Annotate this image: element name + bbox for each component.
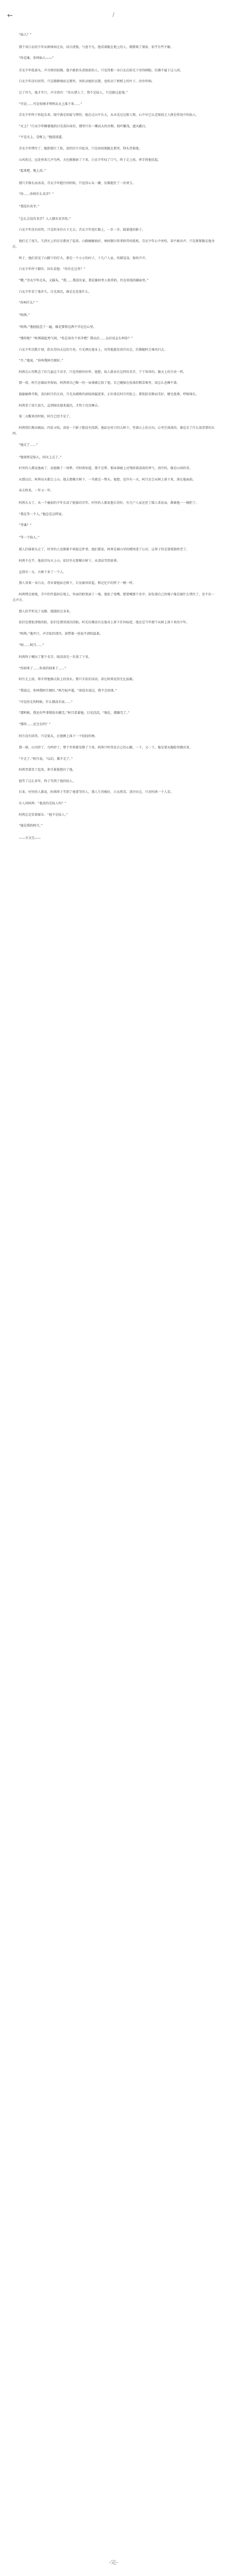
article-paragraph: “他是我的阿月。” xyxy=(19,824,43,828)
article-paragraph: 阿月走上前，伸手替他擦去脸上的泪水。那只手依旧冰凉，却让阿苒觉得无比温暖。 xyxy=(19,678,136,682)
article-paragraph: “那你……还会走吗？” xyxy=(19,722,51,726)
article-paragraph: 他等了这么多年，终于等到了他的仙人。 xyxy=(19,779,76,783)
article-paragraph: 过了许久，他才开口，声音清冷：“你认错人了。我不是仙人，只是路过此地。” xyxy=(19,91,128,95)
article-paragraph: 阿月没有回答，只是低头，在他额上落下一个轻轻的吻。 xyxy=(19,735,98,739)
article-paragraph: 村里的人都说他疯了，说他做了一场梦。可阿苒知道，那不是梦。那床薄被上还残留着淡淡的香气，清冷的，像是山间的雪。 xyxy=(19,467,193,471)
article-paragraph: 青衣少年终于抬起头来，眼中满是惊疑与期待。他在这山中长大，从未见过这般人物，心中早已认定眼前之人便是传说中的仙人。 xyxy=(19,113,199,117)
article-paragraph: 直到有一天，古树下多了一个人。 xyxy=(19,570,66,574)
article-paragraph: “你回来了……你真的回来了……” xyxy=(19,666,66,670)
article-paragraph: 白衣少年停下脚步，回头看他：“你住在这里？” xyxy=(19,267,86,272)
article-paragraph: “那你呢？”阿苒鼓起勇气问，“你总该有个名字吧？我以后……以后该怎么叫你？” xyxy=(19,337,133,341)
article-paragraph: 阿苒总是笑着摇头：“他不是仙人。” xyxy=(19,813,68,817)
article-paragraph: “等一个仙人。” xyxy=(19,535,40,540)
article-paragraph: 青衣少年低着头，声音细若蚊蝇。他不敢抬头看眼前的人，只觉得那一身白衣在阳光下亮得刺眼，仿佛不属于这人间。 xyxy=(19,68,183,72)
article-paragraph: “可是……可是你刚才明明从天上落下来……” xyxy=(19,102,82,106)
article-paragraph: 第二天醒来的时候，阿月已经不见了。 xyxy=(19,415,73,419)
article-paragraph: “那时候，我还有些事情没有做完。”阿月看着他，目光沉沉，“现在，都做完了。” xyxy=(19,711,130,715)
article-body xyxy=(12,32,215,2546)
article-paragraph: 春去秋来，一年又一年。 xyxy=(19,489,54,493)
back-arrow-icon[interactable]: ← xyxy=(7,12,13,20)
article-paragraph: 白衣少年沉默片刻，抬头望向天边的月亮。月光洒在他身上，衬得他愈发清冷出尘，仿佛随时会乘风归去。 xyxy=(19,348,167,352)
article-paragraph: “可是你走的时候，什么都没有说……” xyxy=(19,700,73,704)
article-paragraph: 那只手修长而冰凉，青衣少年握住的时候，只觉得心头一颤，仿佛握住了一块寒玉。 xyxy=(19,181,136,185)
article-paragraph: “天上？”白衣少年顺着他的目光看向身后，那里只有一棵高大的古树，枝叶繁茂，遮天蔽日。 xyxy=(19,124,149,128)
article-paragraph: “月。”他说，“你叫我阿月便好。” xyxy=(19,359,63,363)
article-paragraph: 后来，村里的人都说，阿苒终于等到了他要等的人。那人生得极好，白衣胜雪，清冷出尘，只对阿苒一个人笑。 xyxy=(19,790,174,795)
article-paragraph: 白衣少年看了他许久，目光深沉，像是在思量什么。 xyxy=(19,290,92,294)
article-paragraph: 那人似乎听见了动静，缓缓转过身来。 xyxy=(19,609,73,613)
article-paragraph: “嗯。”青衣少年点头，又摇头，“我……我没有家。我是被村里人收养的，住在村尾的破庙里。” xyxy=(19,279,149,283)
article-paragraph: “他果然是仙人，回天上去了。” xyxy=(19,455,62,459)
article-paragraph: 那一刻，山风停了，鸟鸣停了，整个世界都安静了下来。阿苒只听得见自己的心跳，一下，又一下，像是要从胸腔里跳出来。 xyxy=(19,746,193,750)
article-paragraph: “阿苒。”他轻轻念了一遍，像是要将这两个字记在心里。 xyxy=(19,325,96,330)
article-paragraph: 媒人们摇着头走了，村里的人也渐渐不再提这件事。他们都说，阿苒是被山里的精怪迷了心窍，这辈子怕是要孤独终老了。 xyxy=(19,548,190,552)
article-paragraph: 阿苒在心里默念了好几遍这个名字，只觉得格外好听。他想，仙人就该有这样的名字，干干净净的，像天上的月亮一样。 xyxy=(19,370,187,374)
article-paragraph: “等谁？” xyxy=(19,523,32,528)
article-paragraph: 那人穿着一身白衣，背对着他站在树下，长发被风吹起，和记忆中的样子一模一样。 xyxy=(19,581,136,586)
article-paragraph: 他偷偷睁开眼，看向阿月的方向。月光从破败的窗棂间漏进来，正好落在阿月的脸上。那张脸安静而美好，睫毛低垂，呼吸绵长。 xyxy=(19,393,199,396)
nav-title: / xyxy=(112,11,115,18)
article-paragraph: 那一夜，阿月在破庙里留宿。阿苒将自己唯一的一床薄被让给了他，自己蜷缩在角落的稻草堆里，却怎么也睡不着。 xyxy=(19,381,180,385)
article-paragraph: “我在等一个人。”他总是这样说。 xyxy=(19,512,65,516)
article-paragraph: 从那以后，阿苒每天都会上山。他去那棵古树下，一坐就是一整天。他想，也许有一天，阿月还会从树上落下来，落在他面前。 xyxy=(19,477,196,482)
article-paragraph: 阿苒不在乎。他依旧每天上山，依旧坐在那棵古树下，从清晨等到黄昏。 xyxy=(19,559,120,563)
article-paragraph: “阿……阿月……” xyxy=(19,643,45,647)
article-paragraph: 青衣少年愣住了，随即涨红了脸，却仍旧不肯起身，只是固执地跪在那里，仰头望着他。 xyxy=(19,146,142,151)
article-paragraph: 阿苒慌忙跑出破庙，四处寻找，却连一个影子都没有找到。他站在村口的大树下，望着山上的方向，心里空落落的，像是丢了什么很重要的东西。 xyxy=(12,426,215,436)
article-paragraph: 白衣少年没有回答，只是转身往山下走去。青衣少年连忙跟上，一步一步，踩着他的影子。 xyxy=(19,228,145,232)
article-paragraph: “我说过，你叫我阿月便好。”阿月轻声道，“却没有说过，我不会回来。” xyxy=(19,689,117,693)
article-paragraph: 他们走了很久，久到天上的星星都亮了起来。山路蜿蜒曲折，林间偶尔传来野兽的低吼，青衣少年心中害怕，却不敢出声，只是紧紧跟在他身后。 xyxy=(12,239,215,249)
article-paragraph: “你叫什么？” xyxy=(19,301,38,305)
article-paragraph: 有人问阿苒：“他真的是仙人吗？” xyxy=(19,801,66,805)
article-paragraph: 阿苒终于喊出了那个名字，眼泪却先一步落了下来。 xyxy=(19,655,92,660)
article-paragraph: 阿苒哭着笑了起来，伸手紧紧抱住了他。 xyxy=(19,768,76,772)
article-paragraph: “不是天上，是树上。”他淡淡道。 xyxy=(19,136,65,140)
article-paragraph: 阿苒长大了，从一个瘦弱的少年长成了挺拔的青年。村里的人都说他长得好，有几户人家还托了媒人来说亲，都被他一一婉拒了。 xyxy=(19,501,199,505)
article-paragraph: “他走了……” xyxy=(19,443,38,447)
article-paragraph: 那个穿白衣的少年从树林间走出，眉目清俊，气度不凡。他看着跪在地上的人，微微皱了皱眉，似乎有些不解。 xyxy=(19,45,174,49)
page-footer: -完- xyxy=(109,2560,118,2566)
article-paragraph: “阿苒。” xyxy=(19,313,30,317)
article-paragraph: ——全文完—— xyxy=(19,836,41,840)
article-paragraph: “我没有名字。” xyxy=(19,204,40,208)
article-paragraph: 山风吹过，远处传来几声鸟鸣，天色渐渐暗了下来。白衣少年叹了口气，终于走上前，伸手将他扶起。 xyxy=(19,158,161,162)
article-paragraph: “阿苒。”他开口，声音依旧清冷，却带着一丝说不清的温柔。 xyxy=(19,632,103,636)
article-paragraph: “你……你叫什么名字？” xyxy=(19,192,54,197)
article-paragraph: “仙人？” xyxy=(19,33,32,37)
article-paragraph: 终于，他们看见了山脚下的灯火。那是一个小小的村子，十几户人家，炊烟袅袅，狗吠声声。 xyxy=(19,256,149,260)
article-paragraph: 白衣少年没有回答，只是静静地站在那里，风吹动他的衣摆，也吹动了树梢上的叶子，沙沙作响。 xyxy=(19,80,155,84)
top-nav xyxy=(0,0,227,29)
article-paragraph: “不走了。”阿月说，“以后，都不走了。” xyxy=(19,757,73,761)
article-paragraph: 依旧是那张清俊的脸，依旧是那双深沉的眼。时光仿佛没有在他身上留下任何痕迹，他还是当年那个从树上落下来的少年。 xyxy=(19,621,190,625)
article-paragraph: 阿苒愣在原地，手中的竹篮掉在地上，里面的野果滚了一地。他张了张嘴，想要喊那个名字，却发现自己的嗓子像是被什么堵住了，发不出一点声音。 xyxy=(12,592,215,603)
article-paragraph: 阿苒看了很久很久，直到眼皮越来越沉，才终于沉沉睡去。 xyxy=(19,403,101,408)
article-paragraph: “你是谁，你叫仙人——” xyxy=(19,56,54,61)
article-paragraph: “怎么会没有名字？人人都有名字的。” xyxy=(19,217,71,221)
article-paragraph: “起来吧，地上凉。” xyxy=(19,169,46,173)
